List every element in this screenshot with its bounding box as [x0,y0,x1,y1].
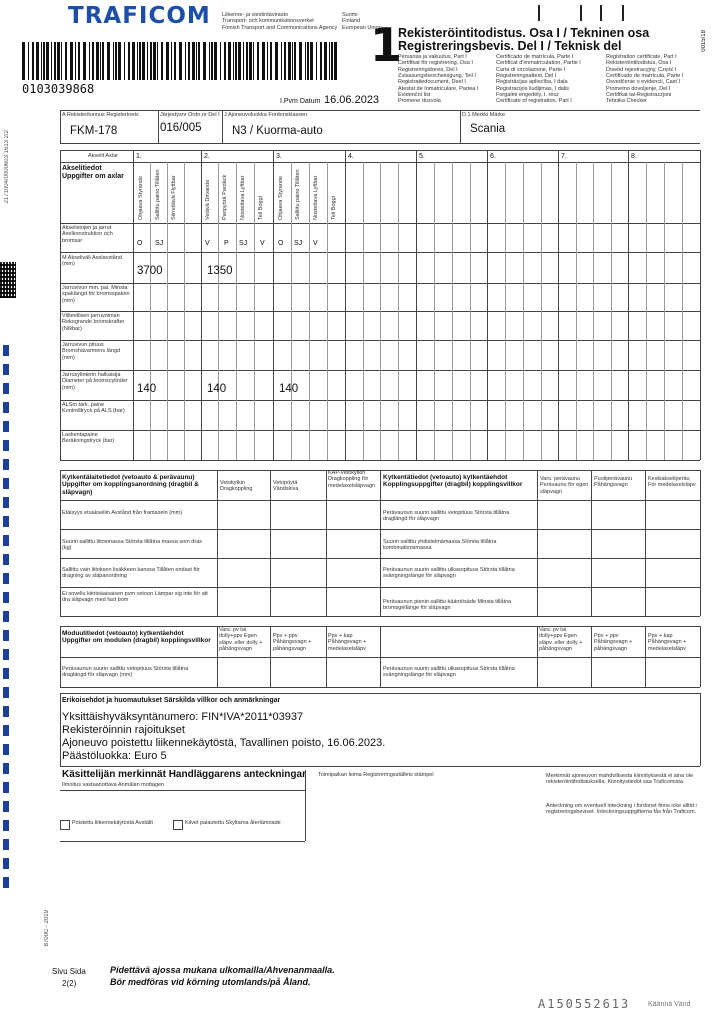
agency-names: Liikenne- ja viestintävirasto Transport- och kommunikationsverket Finnish Transport and Communications Agency [222,12,338,31]
axle3-construction: O [278,240,284,247]
security-dash [3,839,9,850]
legend-line: Certificate of registration, Part I [496,98,572,105]
axle3-type-bogie: Teli Boggi [331,196,337,220]
legend-line: Registreringsbevis, Del I [398,66,458,73]
row-label-calc-pressure: Laskentapaine Beräkningstryck (bar) [62,432,115,445]
security-dash [3,630,9,641]
legend-line: Certifikat för registrering, Osa I [398,60,473,67]
security-dash [3,706,9,717]
turn-label: Käännä Vänd [648,1001,691,1008]
axle3-type-allowed: Sallittu paino Tillåten [295,169,301,220]
cylinder-axle2: 140 [207,383,227,395]
axle1-type-allowed: Sallittu paino Tillåten [155,169,161,220]
security-dash [3,478,9,489]
axle-info-title: Akselitiedot Uppgifter om axlar [62,165,124,181]
cylinder-axle1: 140 [137,383,157,395]
stamp-label: Toimipaikan leima Registreringsställets stämpel [318,772,434,778]
axle3-type-steering: Ohjaava Styrande [278,175,284,220]
checkbox-deregistered-label: Poistettu liikennekäytöstä Avställt [72,820,153,826]
cylinder-axle3: 140 [279,383,299,395]
security-dash [3,497,9,508]
vehicle-make: Scania [470,123,506,135]
checkbox-plates-returned[interactable] [173,820,183,830]
coupling-col-own-trailer: Vars. perävaunu Perävaunu för egen släpvagn [540,476,589,495]
row-label-lever-length: Jarruvivun pituus Bromshävarmens längd (mm) [62,342,121,361]
legend-line: Registratiedocument, Deel I [398,79,466,86]
wheelbase-2: 1350 [207,265,233,277]
axle2-pair: P [224,240,229,247]
legend-line: Registration certificate, Part I [606,54,677,60]
security-dash [3,877,9,888]
row-label-cylinder: Jarrusylinterin halkaisija Diameter på bromscylinder (mm) [62,372,128,391]
axle2-type-driving: Vetävä Drivande [205,179,211,220]
coupling-right-row-2: Suurin sallittu yhdistelmämassa Största tillåtna kombinationsmassa [383,539,497,552]
axle1-construction: O [137,240,143,247]
legend-line: Certifikat tal-Registrazzjoni [606,91,672,98]
axle-col-4: 4. [348,153,354,160]
coupling-left-title: Kytkentälaitetiedot (vetoauto & perävaunu) Uppgifter om kopplingsanordning (dragbil & släpvagn) [62,474,199,496]
security-dash [3,858,9,869]
encumbrance-note-fi: Merkinnät ajoneuvon mahdollisesta kiinnityksestä ei aina ole rekisteröintitodistuksella. Kiinnitystiedot saa Traficomista. [546,773,694,786]
security-dash [3,554,9,565]
row-label-wheelbase: M Akseliväli Axelavstånd (mm) [62,255,122,268]
coupling-left-row-4: Ei sovellu kiinteäaisaisen pvm vetoon Lämpar sig inte för att dra släpvagn med fast bom [62,591,208,604]
legend-col-3 [606,54,706,105]
axles-header-label: Akselit Axlar [88,153,118,159]
legend-line: Rekisteröintitodistus, Osa I [606,60,672,67]
legend-line: Registreringsattest, Del I [496,72,557,79]
reg-label: A Rekisteritunnus Registerkrets [62,112,139,118]
coupling-left-row-3: Sallittu vain liitoksen lisäkkeen kanssa Tillåten endast för dragning av släpanordning [62,567,200,580]
coupling-right-row-1: Perävaunun suurin sallittu vetopituus Största tillåtna draglängd för släpvagn [383,510,510,523]
axle2-type-pairwheel: Paripyörä Pardäck [222,174,228,220]
title-fi: Rekisteröintitodistus. Osa I / Tekninen osa [398,26,650,40]
encumbrance-note-sv: Anteckning om eventuell inteckning i fordonet finns icke alltid i registreringsbeviset. Inteckningsuppgifterna fås från Traficom. [546,803,697,816]
remark-line-4: Päästöluokka: Euro 5 [62,750,167,762]
security-dash [3,668,9,679]
remark-line-3: Ajoneuvo poistettu liikennekäytöstä, Tavallinen poisto, 16.06.2023. [62,737,386,749]
axle3-type-liftable: Nostettava Lyftbar [313,175,319,220]
security-dash [3,364,9,375]
legend-col-1 [398,54,493,105]
security-dash [3,440,9,451]
axle-col-1: 1. [136,153,142,160]
legend-line: Certificado de matrícula, Parte I [606,72,684,79]
coupling-left-row-2: Suurin sallittu liitosmassa Största tillåtna massa som dras (kg) [62,539,202,552]
row-label-lever-min: Jarruvivun min. pai. Minsta spaklängd för bromsspaken (mm) [62,285,130,304]
axle3-brake: SJ [294,240,303,247]
module-col-semi-left: Ppv + ppv Påhängsvagn + påhängsvagn [273,633,312,652]
legend-line: Certificat d'immatriculation, Partie I [496,60,581,67]
security-dash [3,592,9,603]
security-dash [3,611,9,622]
module-col-kap-left: Ppv + kap Påhängsvagn + medelaxelsläpv [328,633,367,652]
legend-line: Perusosa ja vakuutus, Part I [398,54,467,60]
legend-line: Dowód rejestracyjny, Część I [606,66,677,73]
form-code: 8700C - 2019 [44,910,50,947]
module-col-own-left: Vars. pv tai dolly+ppv Egen släpv. eller dolly + påhängsvagn [219,627,263,652]
country-names: Suomi Finland European Union [342,12,382,31]
instruction-sv: Bör medföras vid körning utomlands/på Åland. [110,977,311,987]
legend-line: Registracijos liudijimas, I dalis [496,85,570,92]
barcode-number: 0103039868 [22,82,95,96]
remarks-title: Erikoisehdot ja huomautukset Särskilda villkor och anmärkningar [62,697,281,704]
security-dash [3,345,9,356]
module-right-row: Perävaunun suurin sallittu ulkasopituus Största tillåtna svängningslänge för släpvagn [383,666,515,679]
legend-line: Reģistrācijas apliecība, I daļa [496,79,568,86]
registration-number: FKM-178 [70,125,118,137]
page-number: 2(2) [62,979,77,988]
title-sv: Registreringsbevis. Del I / Teknisk del [398,39,622,53]
instruction-fi: Pidettävä ajossa mukana ulkomailla/Ahvenanmaalla. [110,965,335,975]
security-dash [3,763,9,774]
print-date: 16.06.2023 [324,94,380,106]
axle3-extra: V [313,240,318,247]
security-dash [3,782,9,793]
axle-col-8: 8. [631,153,637,160]
security-dash [3,744,9,755]
legend-line: Promene dozvola [398,98,441,105]
coupling-col-hitch: Vetokytkin Dragkoppling [220,480,253,493]
axle-col-3: 3. [276,153,282,160]
security-dash [3,383,9,394]
module-col-kap-right: Ppv + kap Påhängsvagn + medelaxelsläpv [648,633,687,652]
row-label-brake-force: Viilteellisen jarruvoiman Rekogrande bromskrafter (N/kbar) [62,313,125,332]
security-dash [3,573,9,584]
axle-col-7: 7. [561,153,567,160]
coupling-right-title: Kytkentätiedot (vetoauto) kytkentäehdot Kopplingsuppgifter (dragbil) kopplingsvillkor [383,474,523,489]
qr-code [0,262,16,298]
legend-line: Prometno dovoljenje, Del I [606,85,671,92]
checkbox-deregistered[interactable] [60,820,70,830]
axle1-type-steering: Ohjaava Styrande [138,175,144,220]
legend-line: Forgalmi engedély, I. rész [496,91,559,98]
serial-number: A150552613 [538,997,631,1011]
axle2-extra: V [260,240,265,247]
module-col-own-right: Vars. pv tai dolly+ppv Egen släpv. eller dolly + påhängsvagn [539,627,583,652]
legend-line: Certificado de matrícula, Parte I [496,54,574,60]
axle2-type-liftable: Nostettava Lyftbar [240,175,246,220]
security-dash [3,535,9,546]
seq-label: Järjestysnr Ordn.nr Del I [160,112,220,118]
legend-line: Osvedčenie o evidencii, Časť I [606,79,681,86]
security-dash [3,725,9,736]
axle1-type-movable: Siirrettävä Flyttbar [171,175,177,220]
coupling-col-kap: KAP-vetokytkin Dragkoppling för medelaxelsläpvagn [328,470,376,489]
part-number: 1 [370,18,403,72]
remark-line-1: Yksittäishyväksyntänumero: FIN*IVA*2011*03937 [62,711,304,723]
security-dash [3,820,9,831]
security-dash [3,687,9,698]
legend-line: Zulassungsbescheinigung, Teil I [398,72,476,79]
page-label: Sivu Sida [52,967,86,976]
coupling-col-fifthwheel: Vetopöytä Vändskiva [273,480,299,493]
print-date-label: I.Pvm Datum [280,98,321,105]
make-label: D.1 Merkki Märke [462,112,506,118]
coupling-left-row-1: Etäisyys etuakseliin Avstånd från framaxeln (mm) [62,510,183,516]
security-dash [3,649,9,660]
left-margin-code: 2171004/0000603 1613 2/2 [4,130,10,204]
id-row-top [60,110,700,111]
id-row-bottom [60,143,700,144]
axle2-type-bogie: Teli Boggi [258,196,264,220]
coupling-col-centreaxle: Keskiakseliperäv. För medelaxelsläpv. [648,476,697,489]
axle2-brake: SJ [239,240,248,247]
security-dash [3,801,9,812]
wheelbase-1: 3700 [137,265,163,277]
axle1-brake: SJ [155,240,164,247]
legend-line: Carta di circolazione, Parte I [496,66,566,73]
legend-line: Evidenční list [398,91,431,98]
security-dash [3,516,9,527]
axle2-construction: V [205,240,210,247]
traficom-logo: TRAFICOM [68,3,211,29]
side-code: 0015/18 [701,30,707,52]
legend-line: Atestat de înmatriculare, Partea I [398,85,479,92]
security-dash [3,459,9,470]
barcode [22,42,340,80]
remark-line-2: Rekisteröinnin rajoitukset [62,724,185,736]
class-label: J Ajoneuvoluokka Fordonsklassen [224,112,308,118]
handler-subtitle: Ilmoitus vastaanottava Anmälan mottagen [62,782,165,788]
security-dash [3,421,9,432]
coupling-right-row-3: Perävaunun suurin sallittu ulkasopituus Största tillåtna svängningslänge för släpvagn [383,567,515,580]
module-col-semi-right: Ppv + ppv Påhängsvagn + påhängsvagn [594,633,633,652]
row-label-construction: Akselistojen ja jarrut Axelkonstruktion och bromsar [62,225,113,244]
axle-col-6: 6. [490,153,496,160]
module-left-row: Perävaunun suurin sallittu vetopituus Största tillåtna draglängd för släpvagn (mm) [62,666,189,679]
legend-line: Tehnika Checker [606,98,647,105]
module-title: Moduulitiedot (vetoauto) kytkentäehdot Uppgifter om modulen (dragbil) kopplingsvillkor [62,630,211,645]
axle-col-2: 2. [204,153,210,160]
vehicle-class: N3 / Kuorma-auto [232,125,323,137]
sequence-number: 016/005 [160,122,202,134]
coupling-col-semitrailer: Puoliperävaunu Påhängsvagn [594,476,633,489]
row-label-als-pressure: ALSm tark. paine Kontrolltryck på ALS (bar) [62,402,125,415]
axle-col-5: 5. [419,153,425,160]
security-dash [3,402,9,413]
coupling-right-row-4: Perävaunun pienin sallittu kääntösäde Minsta tillåtna bromsgellänge för släpvagn [383,599,512,612]
handler-title: Käsittelijän merkinnät Handläggarens anteckningar [62,769,306,780]
legend-col-2 [496,54,604,105]
checkbox-plates-returned-label: Kilvet palautettu Skyltarna återlämnade [185,820,281,826]
